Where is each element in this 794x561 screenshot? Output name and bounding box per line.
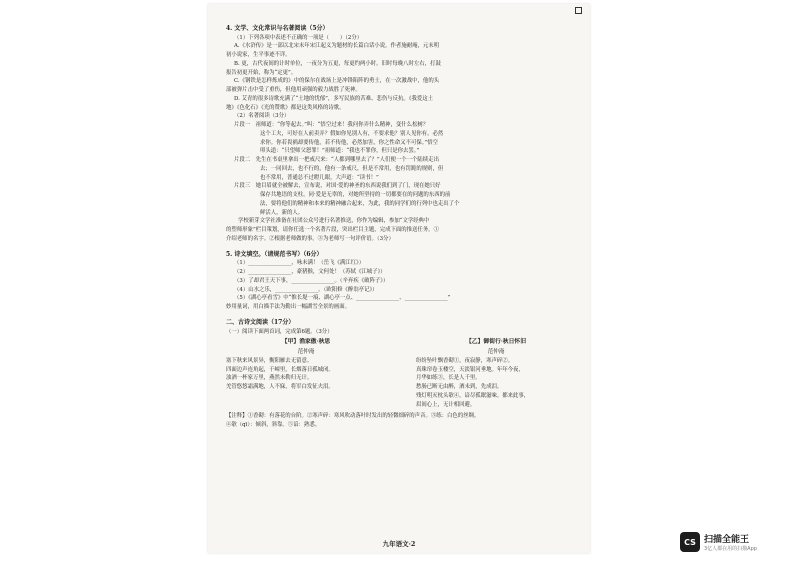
q5-blank-5: （5）《湖心亭看雪》中“惟长堤一痕、湖心亭一点、________________、________________”: [234, 295, 451, 302]
passage-1-line: 片段一 祖师道：“你等起去。”叫：“悟空过来！我问你弄什么精神，变什么松树？: [234, 122, 429, 129]
exam-content: [226, 22, 576, 430]
poems-row: [226, 338, 576, 409]
poem-a-line: 浊酒一杯家万里，燕然未勒归无计。: [226, 375, 313, 382]
poem-a: [226, 338, 386, 409]
q4-1-option-b: B. 更，古代夜间的计时单位，一夜分为五更，每更约两小时。旧时每晚八时左右，打鼓: [234, 60, 441, 67]
q4-1-option-a: A.《水浒传》是一部以北宋末年宋江起义为题材的长篇白话小说，作者施耐庵，元末明: [234, 43, 440, 50]
poem-b-line: 愁肠已断无由醉，酒未到，先成泪。: [416, 384, 503, 391]
page-number: 九年语文·2: [382, 540, 416, 548]
poem-a-title: 【甲】渔家傲·秋思: [281, 339, 331, 346]
q5-blank-3: （3）了却君王天下事，________________。（辛弃疾《破阵子》）: [234, 277, 389, 284]
poem-b-line: 残灯明灭枕头欹④，谙尽孤眠滋味。都来此事，: [416, 392, 530, 399]
q4-1-option-d-cont: 地》《色化石》《光的赞歌》都是这类风格的诗歌。: [226, 104, 345, 111]
club-task-cont: 介绍老师的名字。②根据老师做的事。③为老师写一句评价语。（3分）: [226, 235, 394, 242]
passage-3-line: 鲜活人，新的人。: [260, 209, 304, 216]
club-task-cont: 的塑师形象”栏目策划，请你任选一个名著片段，突出栏目主题，完成下面的推送任务。①: [226, 227, 439, 234]
q4-2-stem: （2）名著阅读（3分）: [234, 113, 290, 120]
watermark-subtitle: 3亿人都在用的扫描App: [704, 546, 757, 552]
poem-a-author: 范仲淹: [297, 348, 315, 355]
passage-2-line: 去；一同回去，也不行的，他有一条戒尺，但是不常用，也有罚跪的规则，但: [260, 165, 444, 172]
q4-1-option-b-cont: 报告初更开始，称为“定更”。: [226, 69, 297, 76]
q5-blank-2: （2）________________，豪猪猴，文何处！（苏轼《江城子》）: [234, 269, 386, 276]
watermark-text: [704, 532, 757, 552]
passage-2-line: 片段二 先生在书桌里拿出一把戒尺来：“人都到哪里去了？”人们便一个一个陆续走出: [234, 157, 439, 164]
passage-2-line: 也不常用，普通总不过瞪几眼，大声道：“读书！”: [260, 174, 379, 181]
q4-1-option-c-cont: 部被弹片击中受了重伤，但他用顽强的毅力战胜了死神。: [226, 87, 361, 94]
passage-1-line: 叩头道：“只望师父恕罪！”祖师道：“我也不罪你，但只是你去罢。”: [260, 148, 420, 155]
poem-notes-cont: ④欹（qī）：倾斜，斜靠。⑤谙：熟悉。: [226, 422, 321, 429]
q4-1-option-c: C.《钢铁是怎样炼成的》中的保尔在战场上是冲锋陷阵的勇士，在一次激战中，他的头: [234, 78, 440, 85]
section-2-title: 二、古诗文阅读（17分）: [226, 318, 295, 326]
q4-title: 4. 文学、文化常识与名著阅读（5分）: [226, 25, 329, 32]
q5-blank-5-cont: 妙用量词，用白描手法为勤出一幅湖雪全景的画面。: [226, 304, 350, 311]
poem-notes: 【注释】①香砌：有落花的台阶。②寒声碎：寒风吹动落叶时发出的轻微细碎的声音。③练：白色的丝绸。: [226, 413, 480, 420]
q4-1-stem: （1）下列各项中表述不正确的一项是（ ）（2分）: [234, 34, 363, 41]
poem-b-author: 范仲淹: [487, 348, 505, 355]
passage-1-line: 求你。你若畏祸却要传他，若不传他，必然加害，你之性命又不可保。”悟空: [260, 139, 438, 146]
q4-1-option-a-cont: 初小说家，生平事迹不详。: [226, 52, 291, 59]
q4-1-option-d: D. 艾青的很多诗歌充满了“土地的忧郁”，多写民族的苦难、悲伤与反抗。《我爱这土: [234, 95, 434, 102]
corner-mark: [575, 7, 582, 14]
passage-3-line: 保存共地语的支柱，同·爱是无辜的，对她所坚持的一切都要在的问题的东西的前: [260, 192, 451, 199]
passage-3-line: 法，要将他们的精神和本来的精神融合起来，为此，我的同学们的行列中也走出了个: [260, 200, 460, 207]
poem-a-line: 塞下秋来风景异，衡阳雁去无留意。: [226, 357, 313, 364]
club-task: 学校新芽文学社准备在社团公众号进行名著推送，你作为编辑，参加“文学经典中: [238, 218, 430, 225]
q5-blank-4: （4）山水之乐，________________。（欧阳修《醉翁亭记》）: [234, 286, 378, 293]
poem-b-line: 月华如练③，长是人千里。: [416, 375, 481, 382]
q5-blank-1: （1）________________，咏未满！（岳飞《满江红》）: [234, 260, 365, 267]
camscanner-logo-icon: CS: [680, 532, 700, 552]
exam-page: [208, 4, 590, 553]
passage-3-line: 片段三 她目眉就全被解去，宣布说，对国·爱的神圣的东西说我们到了门，现在她只好: [234, 183, 441, 190]
poem-b-line: 纷纷坠叶飘香砌①，夜寂静，寒声碎②。: [416, 357, 514, 364]
scanner-watermark: [680, 529, 790, 555]
section-2-subtitle: （一）阅读下面两首词，完成第6题。（3分）: [226, 328, 333, 335]
poem-b-title: 【乙】御街行·秋日怀旧: [466, 339, 526, 346]
poem-a-line: 羌管悠悠霜满地，人不寐，将军白发征夫泪。: [226, 384, 334, 391]
poem-b-line: 真珠帘卷玉楼空，天淡银河垂地。年年今夜，: [416, 366, 524, 373]
q5-title: 5. 诗文填空。（请规范书写）（6分）: [226, 250, 323, 258]
poem-b: [416, 338, 576, 409]
passage-1-line: 这个工夫，可好在人前卖弄？假如你见别人有，不要求他？别人见你有，必然: [260, 130, 444, 137]
poem-a-line: 四面边声连角起，千嶂里，长烟落日孤城闭。: [226, 366, 334, 373]
watermark-name: 扫描全能王: [704, 535, 750, 545]
poem-b-line: 眉间心上，无计相回避。: [416, 401, 476, 408]
